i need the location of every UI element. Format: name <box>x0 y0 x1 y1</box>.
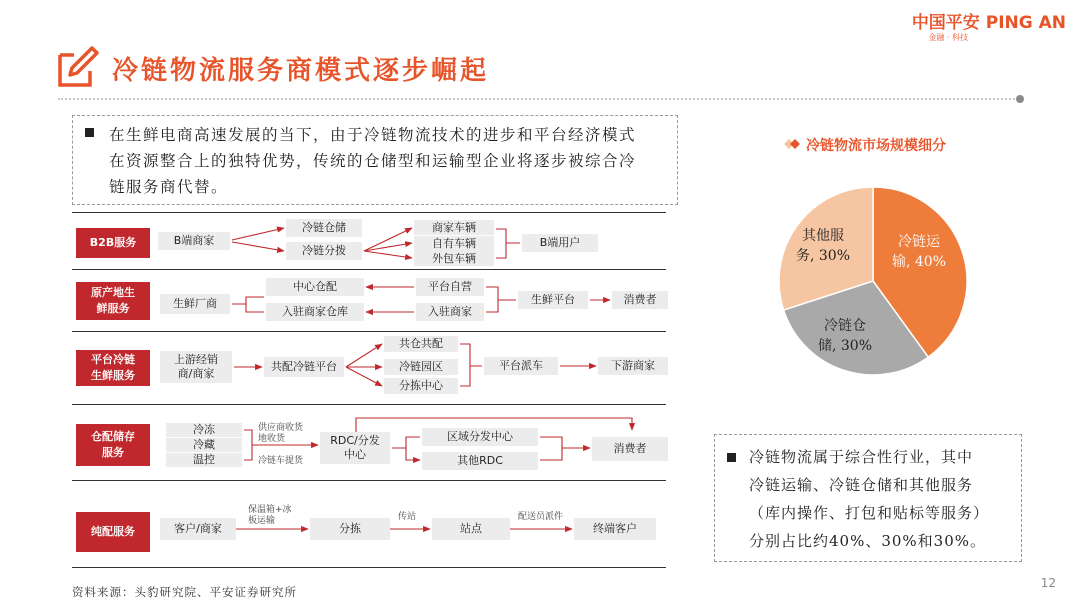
edge <box>486 287 516 312</box>
row-label-storage <box>76 424 150 466</box>
note-line: 冷链运输、冷链仓储和其他服务 <box>749 476 974 494</box>
row-label-platform <box>76 350 150 386</box>
row-label-line: 原产地生 <box>91 286 135 299</box>
node-station: 站点 <box>432 518 510 540</box>
edge-label-truck-pickup: 冷链车提货 <box>258 456 304 466</box>
node-shared-cold-platform: 共配冷链平台 <box>264 357 344 377</box>
source-note: 资料来源：头豹研究院、平安证券研究所 <box>72 585 297 599</box>
pie-chart <box>776 184 970 378</box>
brand-name: 中国平安 PING AN <box>911 13 1066 33</box>
edge-label-courier: 配送员派件 <box>518 512 564 522</box>
edge <box>392 437 420 460</box>
edge <box>496 229 520 258</box>
row-label-line: 鲜服务 <box>96 302 130 315</box>
row-divider <box>72 404 666 405</box>
node-merchant-vehicle: 商家车辆 <box>414 220 494 235</box>
node-shared-storage: 共仓共配 <box>384 336 458 352</box>
row-label-line: 服务 <box>102 446 124 459</box>
pie-label-line: 储, 30% <box>818 338 873 354</box>
pie-label-line: 冷链仓 <box>824 318 867 334</box>
intro-box <box>72 115 678 205</box>
node-fresh-manufacturer: 生鲜厂商 <box>160 294 230 314</box>
row-label-origin <box>76 282 150 320</box>
node-central-warehouse: 中心仓配 <box>266 278 364 296</box>
node-sorting: 分拣 <box>310 518 390 540</box>
node-chilled: 冷藏 <box>166 438 242 452</box>
row-divider <box>72 212 666 213</box>
square-bullet-icon <box>85 128 94 137</box>
pie-label-line: 务, 30% <box>796 248 851 264</box>
node-cold-park: 冷链园区 <box>384 359 458 375</box>
node-b-merchant: B端商家 <box>158 232 230 250</box>
intro-text <box>109 122 667 200</box>
row-label-line: 平台冷链 <box>91 353 135 366</box>
note-line: 分别占比约40%、30%和30%。 <box>749 532 987 550</box>
edge-label-relay: 传站 <box>398 512 417 522</box>
edge-label-line: 供应商收货 <box>258 423 304 433</box>
node-frozen: 冷冻 <box>166 423 242 437</box>
edge-label-line: 地收货 <box>258 434 286 444</box>
note-box <box>714 434 1022 562</box>
intro-line: 链服务商代替。 <box>109 178 229 196</box>
node-line: 上游经销 <box>174 353 218 366</box>
node-platform-dispatch: 平台派车 <box>484 357 558 375</box>
title-divider-dot <box>1016 95 1024 103</box>
pie-label-transport <box>892 232 946 272</box>
intro-line: 在生鲜电商高速发展的当下，由于冷链物流技术的进步和平台经济模式 <box>109 126 637 144</box>
node-own-vehicle: 自有车辆 <box>414 236 494 251</box>
node-fresh-platform: 生鲜平台 <box>518 291 588 309</box>
edge-label-insulated-box <box>248 505 292 527</box>
node-platform-self: 平台自营 <box>416 278 484 296</box>
pie-label-line: 冷链运 <box>898 234 941 250</box>
node-b-user: B端用户 <box>522 234 598 252</box>
node-customer-merchant: 客户/商家 <box>160 518 236 540</box>
node-temp-control: 温控 <box>166 453 242 467</box>
pie-title-wrap <box>784 135 1004 155</box>
node-downstream-merchant: 下游商家 <box>598 357 668 375</box>
row-label-b2b: B2B服务 <box>76 228 150 258</box>
edge <box>232 242 284 251</box>
node-end-customer: 终端客户 <box>574 518 656 540</box>
edge <box>364 228 412 251</box>
node-cold-distribution: 冷链分拨 <box>286 242 362 260</box>
row-divider <box>72 269 666 270</box>
edge <box>346 367 382 386</box>
node-other-rdc: 其他RDC <box>422 452 538 470</box>
edge <box>460 344 482 386</box>
row-label-delivery: 纯配服务 <box>76 512 150 552</box>
edit-pencil-icon <box>56 45 100 89</box>
intro-line: 在资源整合上的独特优势，传统的仓储型和运输型企业将逐步被综合冷 <box>109 152 637 170</box>
edge-label-supplier-receipt <box>258 423 303 445</box>
edge-label-line: 保温箱+冰 <box>248 505 292 515</box>
node-cold-storage: 冷链仓储 <box>286 219 362 237</box>
node-outsourced-vehicle: 外包车辆 <box>414 251 494 266</box>
brand-tagline: 金融 · 科技 <box>928 33 968 42</box>
edge <box>364 243 412 251</box>
square-bullet-icon <box>727 453 736 462</box>
edge <box>232 228 284 240</box>
diamond-bullet-icon <box>784 138 800 150</box>
node-line: 商/商家 <box>177 367 215 380</box>
node-upstream-dealer <box>160 351 232 383</box>
edge-label-line: 板运输 <box>248 516 276 526</box>
row-label-line: 生鲜服务 <box>91 369 135 382</box>
pie-label-line: 输, 40% <box>892 254 947 270</box>
title-divider <box>58 98 1022 100</box>
node-consumer: 消费者 <box>612 291 668 309</box>
row-divider <box>72 567 666 568</box>
pie-label-other <box>796 226 850 266</box>
note-line: （库内操作、打包和贴标等服务） <box>749 504 990 522</box>
note-line: 冷链物流属于综合性行业，其中 <box>749 448 974 466</box>
node-sorting-center: 分拣中心 <box>384 378 458 394</box>
node-regional-center: 区域分发中心 <box>422 428 538 446</box>
pie-label-storage <box>818 316 872 356</box>
row-divider <box>72 331 666 332</box>
node-consumer: 消费者 <box>592 437 668 461</box>
page-number: 12 <box>1040 576 1056 590</box>
edge <box>346 344 382 367</box>
row-label-line: 仓配储存 <box>91 430 135 443</box>
edge <box>232 297 264 312</box>
page-title: 冷链物流服务商模式逐步崛起 <box>112 56 490 86</box>
node-line: 中心 <box>344 448 366 461</box>
edge <box>540 437 590 460</box>
pie-title: 冷链物流市场规模细分 <box>806 138 946 154</box>
node-settled-merchant: 入驻商家 <box>416 303 484 321</box>
node-line: RDC/分发 <box>330 434 380 447</box>
brand-logo <box>886 8 1066 44</box>
note-text <box>749 443 1013 555</box>
edge <box>364 251 412 258</box>
row-divider <box>72 480 666 481</box>
node-rdc-center <box>320 432 390 464</box>
pie-label-line: 其他服 <box>802 228 845 244</box>
node-merchant-warehouse: 入驻商家仓库 <box>266 303 364 321</box>
